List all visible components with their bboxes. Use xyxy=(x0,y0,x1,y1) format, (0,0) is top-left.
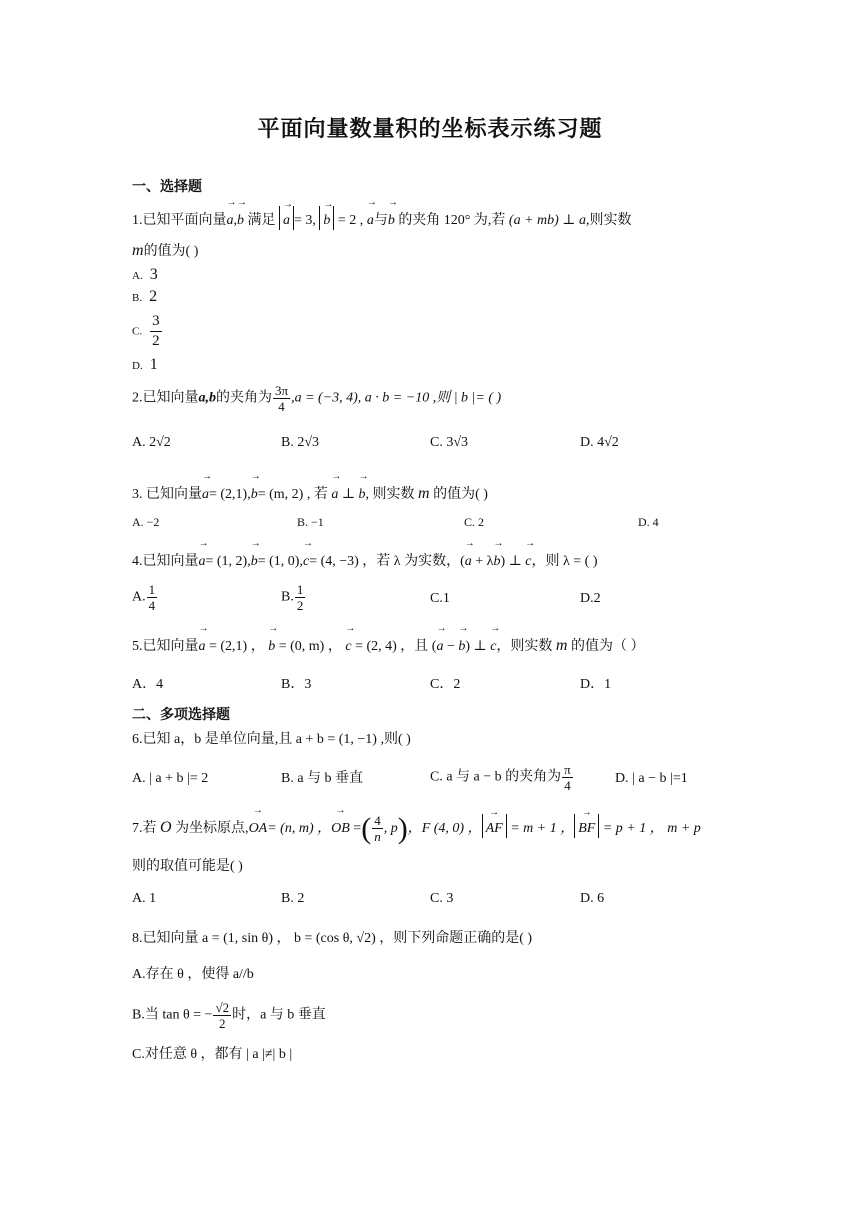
question-2-option-a: A. 2√2 xyxy=(132,435,171,450)
question-5-option-a: A．4 xyxy=(132,677,164,692)
section-heading-single-choice: 一、选择题 xyxy=(132,179,202,195)
question-8-stem: 8.已知向量 a = (1, sin θ) ， b = (cos θ, √2) ，则下列命题正确的是( ) xyxy=(132,931,533,946)
question-2-option-b: B. 2√3 xyxy=(281,435,320,450)
question-1-option-a: A. 3 xyxy=(132,266,158,283)
question-7-option-d: D. 6 xyxy=(580,891,605,906)
question-6-option-a: A. | a + b |= 2 xyxy=(132,771,209,786)
question-1-stem: 1.已知平面向量→ a,→ b 满足 → a = 3, → b = 2 , → a与→ b 的夹角 120° 为,若 (a + mb) ⊥ a,则实数 xyxy=(132,204,631,232)
question-6-stem: 6.已知 a，b 是单位向量,且 a + b = (1, −1) ,则( ) xyxy=(132,732,411,747)
question-2-option-d: D. 4√2 xyxy=(580,435,619,450)
question-4-option-b: B. $\frac{1}{2}$ xyxy=(281,582,304,613)
question-7-option-c: C. 3 xyxy=(430,891,454,906)
question-3-option-c: C. 2 xyxy=(464,515,485,529)
question-4-option-d: D.2 xyxy=(580,591,601,606)
question-5-option-c: C．2 xyxy=(430,677,461,692)
question-4-option-c: C.1 xyxy=(430,591,450,606)
question-1-option-b: B. 2 xyxy=(132,288,158,305)
question-1-option-d: D. 1 xyxy=(132,356,158,373)
question-4-stem: 4.已知向量→ a= (1, 2),→ b= (1, 0),→ c= (4, −3) ，若 λ 为实数，(→ a + λ→ b) ⊥ → c，则 λ = ( ) xyxy=(132,545,598,573)
question-3-option-b: B. −1 xyxy=(297,515,324,529)
question-4-option-a: A. $\frac{1}{4}$ xyxy=(132,582,156,613)
question-7-stem-line2: 则的取值可能是( ) xyxy=(132,859,243,874)
question-2-option-c: C. 3√3 xyxy=(430,435,469,450)
question-7-option-a: A. 1 xyxy=(132,891,157,906)
question-1-stem-line2: m的值为( ) xyxy=(132,242,199,259)
question-8-option-b: B.当 tan θ = − $\frac{√2}{2}$ 时，a 与 b 垂直 xyxy=(132,1000,326,1031)
question-5-stem: 5.已知向量→ a = (2,1) ， → b = (0, m) ， → c = (2, 4) ，且 (→ a − → b) ⊥ → c，则实数 m 的值为（ ） xyxy=(132,630,644,658)
question-8-option-a: A.存在 θ ，使得 a//b xyxy=(132,967,254,982)
question-3-option-a: A. −2 xyxy=(132,515,160,529)
question-6-option-b: B. a 与 b 垂直 xyxy=(281,771,364,786)
question-7-stem: 7.若 O 为坐标原点,→ OA= (n, m) ，→ OB =( $\frac{4}{n}$ , p)，F (4, 0) ，→ AF = m + 1 ，→ BF = p + 1 ， m + p xyxy=(132,812,701,844)
question-6-option-c: C. a 与 a − b 的夹角为 $\frac{\pi}{4}$ xyxy=(430,762,571,793)
question-2-stem: 2.已知向量a,b的夹角为 $\frac{3\pi}{4}$ ,a = (−3, 4), a · b = −10 ,则 | b |= ( ) xyxy=(132,383,502,414)
question-3-option-d: D. 4 xyxy=(638,515,659,529)
question-5-option-b: B．3 xyxy=(281,677,312,692)
question-1-option-c: C. $\frac{3}{2}$ xyxy=(132,313,160,349)
section-heading-multiple-choice: 二、多项选择题 xyxy=(132,707,230,723)
question-8-option-c: C.对任意 θ ，都有 | a |≠| b | xyxy=(132,1047,293,1062)
question-3-stem: 3. 已知向量→ a= (2,1),→ b= (m, 2) , 若 → a ⊥ → b, 则实数 m 的值为( ) xyxy=(132,478,488,506)
question-5-option-d: D．1 xyxy=(580,677,612,692)
question-7-option-b: B. 2 xyxy=(281,891,305,906)
page-title: 平面向量数量积的坐标表示练习题 xyxy=(257,117,603,142)
question-6-option-d: D. | a − b |=1 xyxy=(615,771,688,786)
